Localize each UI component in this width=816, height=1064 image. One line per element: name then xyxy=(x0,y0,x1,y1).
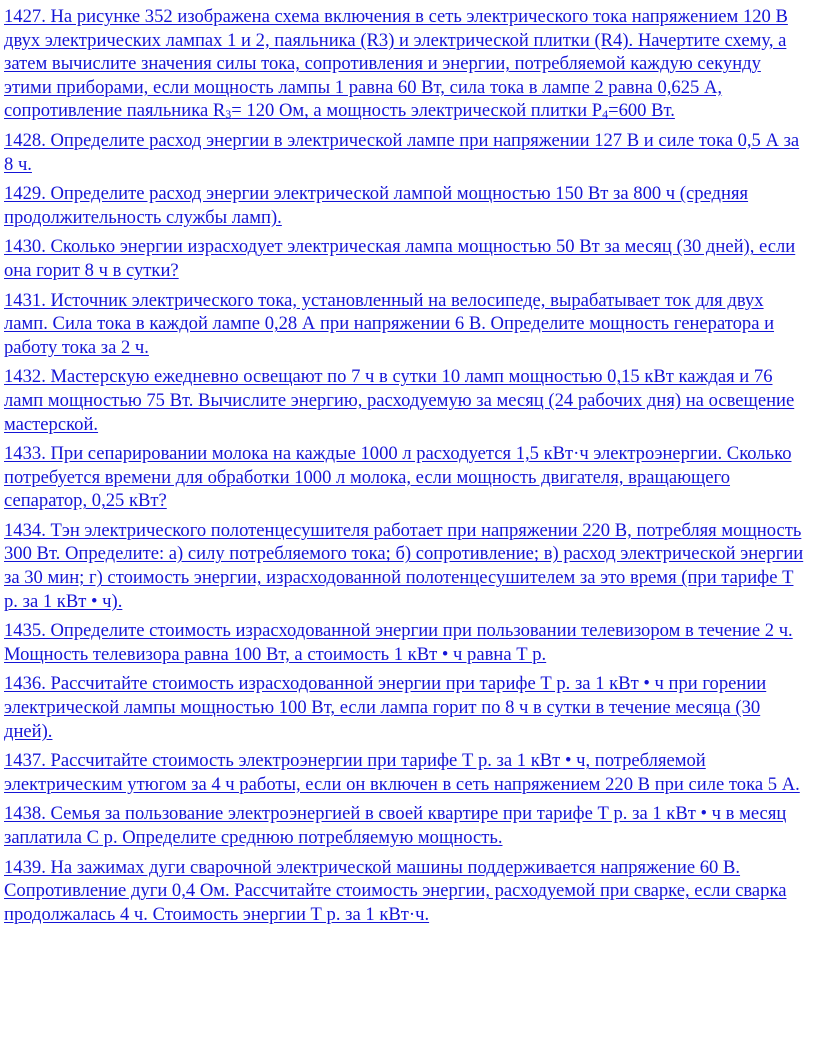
problem-1435[interactable]: 1435. Определите стоимость израсходованной энергии при пользовании телевизором в течение 2 ч. Мощность телевизора равна 100 Вт, а стоимость 1 кВт • ч равна Т р. xyxy=(4,620,793,665)
problem-1427[interactable] xyxy=(4,5,808,123)
problem-1430[interactable]: 1430. Сколько энергии израсходует электрическая лампа мощностью 50 Вт за месяц (30 дней), если она горит 8 ч в сутки? xyxy=(4,236,796,281)
problem-1438[interactable]: 1438. Семья за пользование электроэнергией в своей квартире при тарифе Т р. за 1 кВт • ч в месяц заплатила С р. Определите среднюю потребляемую мощность. xyxy=(4,803,787,848)
subscript-4: 4 xyxy=(602,107,609,122)
problem-1433[interactable]: 1433. При сепарировании молока на каждые 1000 л расходуется 1,5 кВт·ч электроэнергии. Сколько потребуется времени для обработки 1000 л молока, если мощность двигателя, вращающего сепаратор, 0,25 кВт? xyxy=(4,443,792,512)
problem-1429[interactable]: 1429. Определите расход энергии электрической лампой мощностью 150 Вт за 800 ч (средняя продолжительность службы ламп). xyxy=(4,183,749,228)
problem-1432[interactable]: 1432. Мастерскую ежедневно освещают по 7 ч в сутки 10 ламп мощностью 0,15 кВт каждая и 76 ламп мощностью 75 Вт. Вычислите энергию, расходуемую за месяц (24 рабочих дня) на освещение мастерской. xyxy=(4,366,795,435)
problem-1428[interactable]: 1428. Определите расход энергии в электрической лампе при напряжении 127 В и силе тока 0,5 А за 8 ч. xyxy=(4,129,800,175)
problem-1437[interactable]: 1437. Рассчитайте стоимость электроэнергии при тарифе Т р. за 1 кВт • ч, потребляемой электрическим утюгом за 4 ч работы, если он включен в сеть напряжением 220 В при силе тока 5 А. xyxy=(4,750,800,795)
problem-1436[interactable]: 1436. Рассчитайте стоимость израсходованной энергии при тарифе Т р. за 1 кВт • ч при горении электрической лампы мощностью 100 Вт, если лампа горит по 8 ч в сутки в течение месяца (30 дней). xyxy=(4,673,767,742)
problem-1427-text-a: 1427. На рисунке 352 изображена схема включения в сеть электрического тока напряжением 120 В двух электрических лампах 1 и 2, паяльника (R3) и электрической плитки (R4). Начертите схему, а затем вычислите значения силы тока, сопротивления и энергии, потребляемой каждую секунду этими приборами, если мощность лампы 1 равна 60 Вт, сила тока в лампе 2 равна 0,625 А, сопротивление паяльника R xyxy=(4,6,788,122)
subscript-3: 3 xyxy=(225,107,232,122)
problem-1439[interactable]: 1439. На зажимах дуги сварочной электрической машины поддерживается напряжение 60 В. Сопротивление дуги 0,4 Ом. Рассчитайте стоимость энергии, расходуемой при сварке, если сварка продолжалась 4 ч. Стоимость энергии Т р. за 1 кВт·ч. xyxy=(4,856,787,925)
problem-1427-text-b: = 120 Ом, а мощность электрической плитки P xyxy=(231,100,603,122)
problem-1434[interactable]: 1434. Тэн электрического полотенцесушителя работает при напряжении 220 В, потребляя мощность 300 Вт. Определите: а) силу потребляемого тока; б) сопротивление; в) расход электрической энергии за 30 мин; г) стоимость энергии, израсходованной полотенцесушителем за это время (при тарифе Т р. за 1 кВт • ч). xyxy=(4,519,804,612)
problem-1431[interactable]: 1431. Источник электрического тока, установленный на велосипеде, вырабатывает ток для двух ламп. Сила тока в каждой лампе 0,28 А при напряжении 6 В. Определите мощность генератора и работу тока за 2 ч. xyxy=(4,289,775,358)
problem-1427-text-c: =600 Вт. xyxy=(608,100,675,122)
